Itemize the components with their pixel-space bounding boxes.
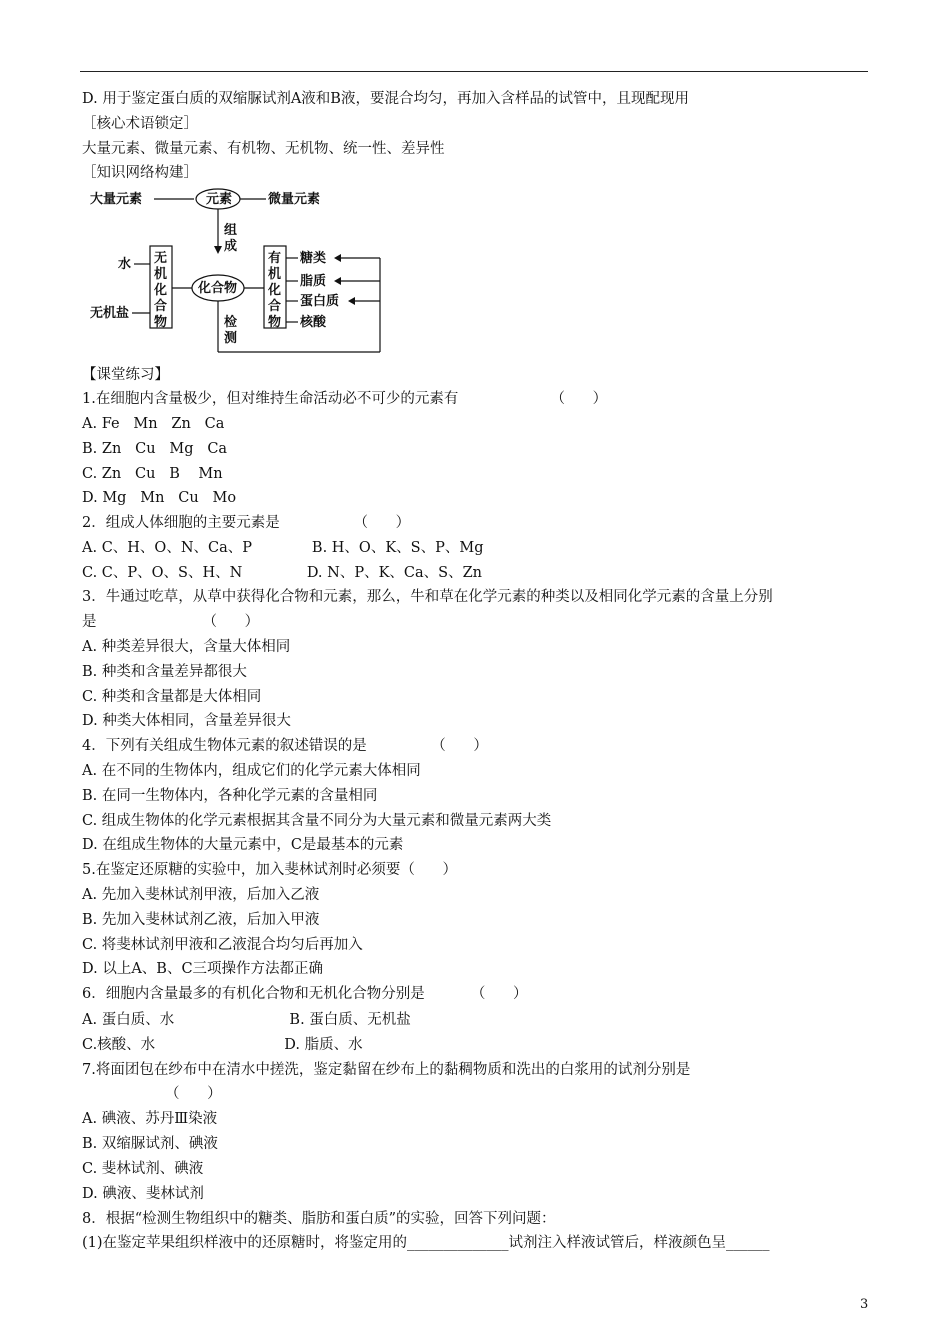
diagram-inorganic-1: 无 <box>154 251 168 266</box>
diagram-detect-1: 检 <box>224 315 238 330</box>
q1-option-d: D. Mg Mn Cu Mo <box>82 490 237 506</box>
q4-option-b: B. 在同一生物体内，各种化学元素的含量相同 <box>82 788 378 804</box>
q4-option-a: A. 在不同的生物体内，组成它们的化学元素大体相同 <box>82 763 421 779</box>
diagram-lipid: 脂质 <box>300 274 327 289</box>
q3-option-b: B. 种类和含量差异都很大 <box>82 664 247 680</box>
q1-option-c: C. Zn Cu B Mn <box>82 466 223 482</box>
diagram-organic-4: 合 <box>268 299 282 314</box>
question-2: 2．组成人体细胞的主要元素是 （ ） <box>82 515 411 531</box>
q3-option-c: C. 种类和含量都是大体相同 <box>82 689 262 705</box>
knowledge-network-diagram <box>88 188 388 358</box>
diagram-organic-3: 化 <box>268 283 282 298</box>
diagram-organic-1: 有 <box>268 251 282 266</box>
question-5: 5.在鉴定还原糖的实验中，加入斐林试剂时必须要（ ） <box>82 862 457 878</box>
diagram-organic-5: 物 <box>268 315 282 330</box>
diagram-compose-2: 成 <box>224 239 238 254</box>
q5-option-a: A. 先加入斐林试剂甲液，后加入乙液 <box>82 887 320 903</box>
q5-option-b: B. 先加入斐林试剂乙液，后加入甲液 <box>82 912 320 928</box>
q7-option-c: C. 斐林试剂、碘液 <box>82 1161 204 1177</box>
question-8-part1: (1)在鉴定苹果组织样液中的还原糖时，将鉴定用的______________试剂注入样液试管后，样液颜色呈______ <box>82 1235 770 1251</box>
section-heading-network: ［知识网络构建］ <box>82 165 198 181</box>
question-4: 4．下列有关组成生物体元素的叙述错误的是 （ ） <box>82 738 488 754</box>
diagram-compound: 化合物 <box>198 281 238 296</box>
q2-options-cd: C. C、P、O、S、H、N D. N、P、K、Ca、S、Zn <box>82 565 483 581</box>
q1-option-a: A. Fe Mn Zn Ca <box>82 416 225 432</box>
diagram-compose-1: 组 <box>224 223 238 238</box>
q2-options-ab: A. C、H、O、N、Ca、P B. H、O、K、S、P、Mg <box>82 540 484 556</box>
q7-option-a: A. 碘液、苏丹Ⅲ染液 <box>82 1111 218 1127</box>
q7-option-d: D. 碘液、斐林试剂 <box>82 1186 204 1202</box>
diagram-inorganic-2: 机 <box>154 267 168 282</box>
q6-options-ab: A. 蛋白质、水 B. 蛋白质、无机盐 <box>82 1012 411 1028</box>
q7-option-b: B. 双缩脲试剂、碘液 <box>82 1136 218 1152</box>
question-7-cont: （ ） <box>82 1086 222 1102</box>
terms-text: 大量元素、微量元素、有机物、无机物、统一性、差异性 <box>82 141 445 157</box>
header-rule <box>80 71 868 72</box>
q4-option-d: D. 在组成生物体的大量元素中，C是最基本的元素 <box>82 837 404 853</box>
question-7: 7.将面团包在纱布中在清水中搓洗，鉴定黏留在纱布上的黏稠物质和洗出的白浆用的试剂分别是 <box>82 1062 691 1078</box>
q3-option-a: A. 种类差异很大，含量大体相同 <box>82 639 291 655</box>
diagram-water: 水 <box>118 257 132 272</box>
q4-option-c: C. 组成生物体的化学元素根据其含量不同分为大量元素和微量元素两大类 <box>82 813 552 829</box>
diagram-inorganic-salt: 无机盐 <box>90 306 130 321</box>
q3-option-d: D. 种类大体相同，含量差异很大 <box>82 713 291 729</box>
diagram-detect-2: 测 <box>224 331 238 346</box>
diagram-inorganic-4: 合 <box>154 299 168 314</box>
diagram-trace-elements: 微量元素 <box>268 192 321 207</box>
q5-option-c: C. 将斐林试剂甲液和乙液混合均匀后再加入 <box>82 937 363 953</box>
diagram-nucleic: 核酸 <box>300 315 327 330</box>
diagram-inorganic-3: 化 <box>154 283 168 298</box>
question-3-cont: 是 （ ） <box>82 614 260 630</box>
question-1: 1.在细胞内含量极少，但对维持生命活动必不可少的元素有 （ ） <box>82 391 608 407</box>
question-8: 8．根据“检测生物组织中的糖类、脂肪和蛋白质”的实验，回答下列问题： <box>82 1211 556 1227</box>
q5-option-d: D. 以上A、B、C三项操作方法都正确 <box>82 961 324 977</box>
q6-options-cd: C.核酸、水 D. 脂质、水 <box>82 1037 363 1053</box>
diagram-inorganic-5: 物 <box>154 315 168 330</box>
diagram-elements: 元素 <box>206 192 233 207</box>
question-3: 3．牛通过吃草，从草中获得化合物和元素，那么，牛和草在化学元素的种类以及相同化学元素的含量上分别 <box>82 589 773 605</box>
q1-option-b: B. Zn Cu Mg Ca <box>82 441 228 457</box>
page-number: 3 <box>860 1297 869 1312</box>
section-heading-terms: ［核心术语锁定］ <box>82 116 198 132</box>
option-d-text: D. 用于鉴定蛋白质的双缩脲试剂A液和B液，要混合均匀，再加入含样品的试管中，且现配现用 <box>82 91 689 107</box>
diagram-big-elements: 大量元素 <box>90 192 143 207</box>
diagram-organic-2: 机 <box>268 267 282 282</box>
question-6: 6．细胞内含量最多的有机化合物和无机化合物分别是 （ ） <box>82 986 528 1002</box>
diagram-sugar: 糖类 <box>300 251 327 266</box>
diagram-protein: 蛋白质 <box>300 294 340 309</box>
section-heading-exercise: 【课堂练习】 <box>82 367 169 383</box>
